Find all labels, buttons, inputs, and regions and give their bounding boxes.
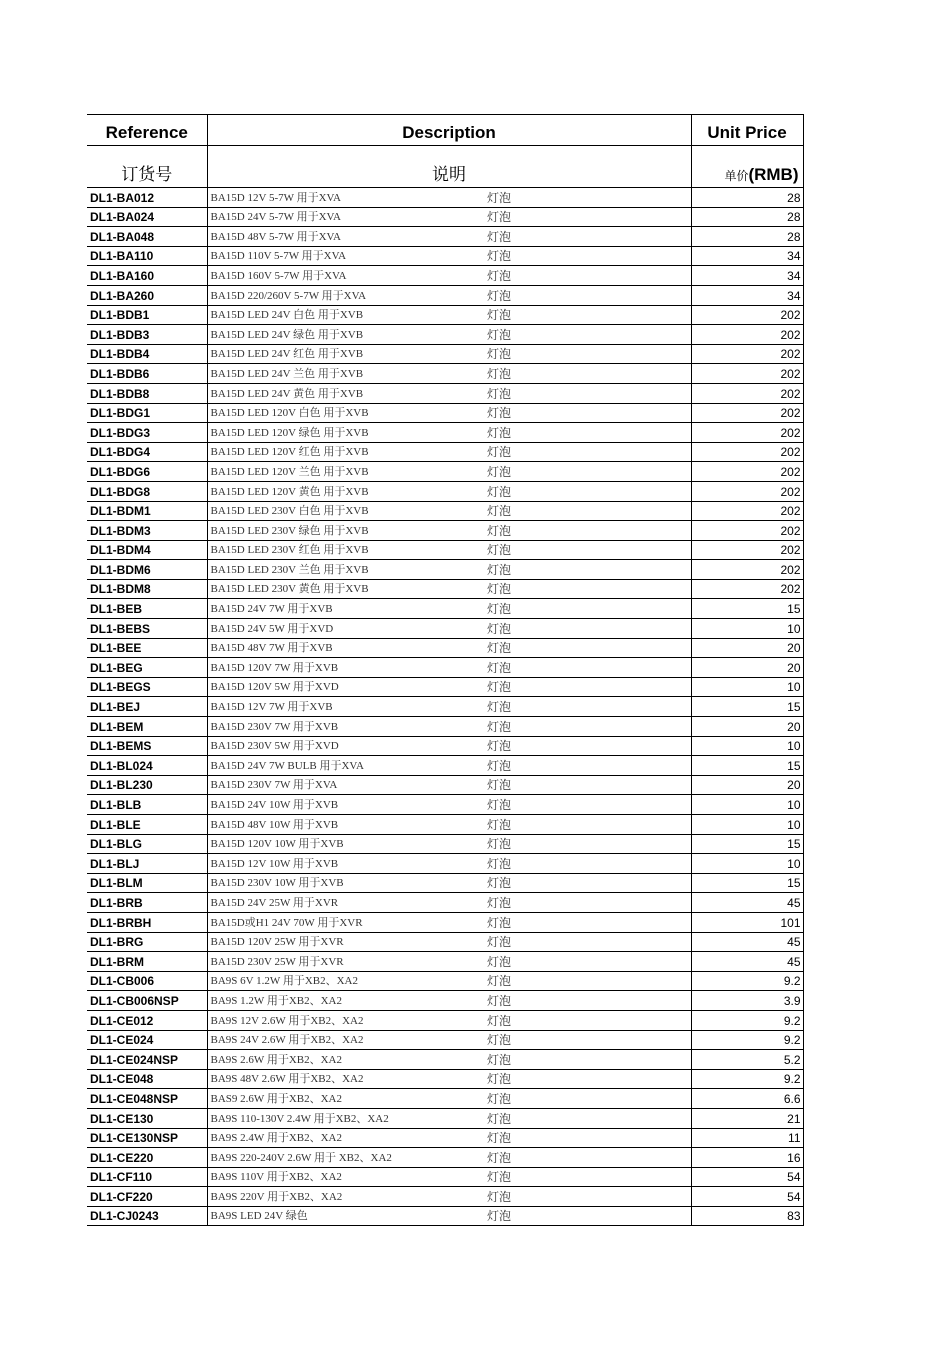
reference-cell: DL1-BA024	[87, 207, 207, 227]
reference-cell: DL1-BDM8	[87, 579, 207, 599]
description-cell: BA9S 220V 用于XB2、XA2	[207, 1187, 486, 1207]
reference-cell: DL1-BEB	[87, 599, 207, 619]
price-cell: 202	[691, 462, 803, 482]
table-row	[87, 344, 803, 364]
header-unit-price-cn	[691, 146, 803, 188]
reference-cell: DL1-BEBS	[87, 619, 207, 639]
description-cell: BA15D 160V 5-7W 用于XVA	[207, 266, 486, 286]
reference-cell: DL1-BRBH	[87, 912, 207, 932]
type-cell: 灯泡	[486, 1187, 691, 1207]
type-cell: 灯泡	[486, 952, 691, 972]
type-cell: 灯泡	[486, 344, 691, 364]
table-row	[87, 383, 803, 403]
description-cell: BA15D 24V 5W 用于XVD	[207, 619, 486, 639]
type-cell: 灯泡	[486, 442, 691, 462]
table-row	[87, 619, 803, 639]
reference-cell: DL1-BDG6	[87, 462, 207, 482]
type-cell: 灯泡	[486, 991, 691, 1011]
price-cell: 202	[691, 364, 803, 384]
type-cell: 灯泡	[486, 521, 691, 541]
description-cell: BA15D 48V 10W 用于XVB	[207, 815, 486, 835]
price-cell: 9.2	[691, 1030, 803, 1050]
reference-cell: DL1-BDG4	[87, 442, 207, 462]
type-cell: 灯泡	[486, 266, 691, 286]
type-cell: 灯泡	[486, 854, 691, 874]
reference-cell: DL1-CE130NSP	[87, 1128, 207, 1148]
price-cell: 202	[691, 540, 803, 560]
type-cell: 灯泡	[486, 481, 691, 501]
type-cell: 灯泡	[486, 1108, 691, 1128]
reference-cell: DL1-BDB6	[87, 364, 207, 384]
type-cell: 灯泡	[486, 579, 691, 599]
price-cell: 45	[691, 932, 803, 952]
header-row-english	[87, 115, 803, 146]
description-cell: BA9S 2.6W 用于XB2、XA2	[207, 1050, 486, 1070]
description-cell: BA9S 1.2W 用于XB2、XA2	[207, 991, 486, 1011]
table-row	[87, 285, 803, 305]
description-cell: BA15D 230V 5W 用于XVD	[207, 736, 486, 756]
table-row	[87, 834, 803, 854]
table-row	[87, 815, 803, 835]
description-cell: BA15D 230V 7W 用于XVB	[207, 717, 486, 737]
reference-cell: DL1-BRB	[87, 893, 207, 913]
type-cell: 灯泡	[486, 383, 691, 403]
reference-cell: DL1-BA048	[87, 227, 207, 247]
price-cell: 101	[691, 912, 803, 932]
table-row	[87, 1148, 803, 1168]
description-cell: BA15D LED 230V 红色 用于XVB	[207, 540, 486, 560]
reference-cell: DL1-CF220	[87, 1187, 207, 1207]
description-cell: BAS9 2.6W 用于XB2、XA2	[207, 1089, 486, 1109]
table-row	[87, 971, 803, 991]
price-cell: 202	[691, 560, 803, 580]
reference-cell: DL1-BDM4	[87, 540, 207, 560]
reference-cell: DL1-BLG	[87, 834, 207, 854]
price-cell: 9.2	[691, 1069, 803, 1089]
reference-cell: DL1-BLM	[87, 873, 207, 893]
table-row	[87, 756, 803, 776]
description-cell: BA15D LED 230V 兰色 用于XVB	[207, 560, 486, 580]
type-cell: 灯泡	[486, 560, 691, 580]
price-list-table	[87, 114, 804, 1226]
table-row	[87, 540, 803, 560]
description-cell: BA15D 24V 7W BULB 用于XVA	[207, 756, 486, 776]
table-row	[87, 246, 803, 266]
type-cell: 灯泡	[486, 188, 691, 208]
price-cell: 10	[691, 619, 803, 639]
table-row	[87, 854, 803, 874]
table-row	[87, 1010, 803, 1030]
description-cell: BA9S 220-240V 2.6W 用于 XB2、XA2	[207, 1148, 486, 1168]
price-cell: 202	[691, 521, 803, 541]
table-row	[87, 403, 803, 423]
type-cell: 灯泡	[486, 775, 691, 795]
price-cell: 10	[691, 854, 803, 874]
type-cell: 灯泡	[486, 1167, 691, 1187]
type-cell: 灯泡	[486, 501, 691, 521]
description-cell: BA15D 48V 5-7W 用于XVA	[207, 227, 486, 247]
description-cell: BA15D 48V 7W 用于XVB	[207, 638, 486, 658]
header-unit-price: Unit Price	[691, 115, 803, 146]
description-cell: BA15D 12V 5-7W 用于XVA	[207, 188, 486, 208]
type-cell: 灯泡	[486, 1089, 691, 1109]
table-row	[87, 1069, 803, 1089]
price-cell: 83	[691, 1206, 803, 1226]
price-cell: 45	[691, 952, 803, 972]
price-cell: 202	[691, 325, 803, 345]
description-cell: BA9S 2.4W 用于XB2、XA2	[207, 1128, 486, 1148]
description-cell: BA15D LED 24V 黄色 用于XVB	[207, 383, 486, 403]
reference-cell: DL1-CE024	[87, 1030, 207, 1050]
table-header	[87, 115, 803, 188]
description-cell: BA15D 120V 10W 用于XVB	[207, 834, 486, 854]
reference-cell: DL1-BDG8	[87, 481, 207, 501]
table-row	[87, 1187, 803, 1207]
price-cell: 9.2	[691, 971, 803, 991]
description-cell: BA15D LED 230V 白色 用于XVB	[207, 501, 486, 521]
reference-cell: DL1-CB006	[87, 971, 207, 991]
price-cell: 28	[691, 227, 803, 247]
price-cell: 202	[691, 383, 803, 403]
price-cell: 34	[691, 246, 803, 266]
type-cell: 灯泡	[486, 815, 691, 835]
price-cell: 9.2	[691, 1010, 803, 1030]
type-cell: 灯泡	[486, 227, 691, 247]
description-cell: BA15D 24V 10W 用于XVB	[207, 795, 486, 815]
reference-cell: DL1-BL230	[87, 775, 207, 795]
table-row	[87, 991, 803, 1011]
type-cell: 灯泡	[486, 912, 691, 932]
type-cell: 灯泡	[486, 1030, 691, 1050]
description-cell: BA15D LED 120V 黄色 用于XVB	[207, 481, 486, 501]
description-cell: BA15D LED 24V 绿色 用于XVB	[207, 325, 486, 345]
reference-cell: DL1-BRM	[87, 952, 207, 972]
reference-cell: DL1-BEJ	[87, 697, 207, 717]
reference-cell: DL1-BEMS	[87, 736, 207, 756]
description-cell: BA15D LED 230V 黄色 用于XVB	[207, 579, 486, 599]
price-cell: 202	[691, 305, 803, 325]
table-row	[87, 599, 803, 619]
price-cell: 21	[691, 1108, 803, 1128]
reference-cell: DL1-CE048NSP	[87, 1089, 207, 1109]
price-cell: 202	[691, 403, 803, 423]
price-cell: 10	[691, 815, 803, 835]
description-cell: BA9S 12V 2.6W 用于XB2、XA2	[207, 1010, 486, 1030]
type-cell: 灯泡	[486, 932, 691, 952]
price-cell: 20	[691, 717, 803, 737]
description-cell: BA15D LED 120V 白色 用于XVB	[207, 403, 486, 423]
table-row	[87, 638, 803, 658]
type-cell: 灯泡	[486, 1148, 691, 1168]
table-row	[87, 912, 803, 932]
table-row	[87, 1089, 803, 1109]
header-description-cn: 说明	[207, 146, 691, 188]
reference-cell: DL1-BEG	[87, 658, 207, 678]
price-cell: 10	[691, 736, 803, 756]
type-cell: 灯泡	[486, 403, 691, 423]
table-row	[87, 442, 803, 462]
table-row	[87, 1128, 803, 1148]
header-description: Description	[207, 115, 691, 146]
description-cell: BA15D 110V 5-7W 用于XVA	[207, 246, 486, 266]
reference-cell: DL1-BA160	[87, 266, 207, 286]
table-row	[87, 521, 803, 541]
table-row	[87, 560, 803, 580]
description-cell: BA15D 24V 5-7W 用于XVA	[207, 207, 486, 227]
description-cell: BA15D 24V 25W 用于XVR	[207, 893, 486, 913]
type-cell: 灯泡	[486, 677, 691, 697]
price-cell: 202	[691, 442, 803, 462]
table-row	[87, 795, 803, 815]
reference-cell: DL1-BDB1	[87, 305, 207, 325]
type-cell: 灯泡	[486, 795, 691, 815]
type-cell: 灯泡	[486, 246, 691, 266]
header-reference: Reference	[87, 115, 207, 146]
description-cell: BA15D LED 24V 白色 用于XVB	[207, 305, 486, 325]
reference-cell: DL1-CE220	[87, 1148, 207, 1168]
price-cell: 15	[691, 756, 803, 776]
header-reference-cn: 订货号	[87, 146, 207, 188]
reference-cell: DL1-CB006NSP	[87, 991, 207, 1011]
type-cell: 灯泡	[486, 717, 691, 737]
description-cell: BA15D LED 120V 红色 用于XVB	[207, 442, 486, 462]
price-cell: 11	[691, 1128, 803, 1148]
table-row	[87, 736, 803, 756]
reference-cell: DL1-BLJ	[87, 854, 207, 874]
price-cell: 15	[691, 873, 803, 893]
description-cell: BA15D 220/260V 5-7W 用于XVA	[207, 285, 486, 305]
reference-cell: DL1-BDB8	[87, 383, 207, 403]
reference-cell: DL1-BEE	[87, 638, 207, 658]
table-row	[87, 207, 803, 227]
description-cell: BA15D 120V 7W 用于XVB	[207, 658, 486, 678]
description-cell: BA9S 48V 2.6W 用于XB2、XA2	[207, 1069, 486, 1089]
price-cell: 202	[691, 481, 803, 501]
description-cell: BA15D 230V 7W 用于XVA	[207, 775, 486, 795]
type-cell: 灯泡	[486, 540, 691, 560]
price-cell: 202	[691, 501, 803, 521]
price-cell: 15	[691, 697, 803, 717]
reference-cell: DL1-BDM6	[87, 560, 207, 580]
type-cell: 灯泡	[486, 207, 691, 227]
table-row	[87, 579, 803, 599]
description-cell: BA9S 24V 2.6W 用于XB2、XA2	[207, 1030, 486, 1050]
type-cell: 灯泡	[486, 1010, 691, 1030]
description-cell: BA9S 110V 用于XB2、XA2	[207, 1167, 486, 1187]
price-cell: 202	[691, 579, 803, 599]
description-cell: BA15D LED 120V 兰色 用于XVB	[207, 462, 486, 482]
type-cell: 灯泡	[486, 1050, 691, 1070]
price-cell: 34	[691, 285, 803, 305]
description-cell: BA15D LED 24V 红色 用于XVB	[207, 344, 486, 364]
table-row	[87, 893, 803, 913]
type-cell: 灯泡	[486, 1069, 691, 1089]
price-cell: 202	[691, 344, 803, 364]
table-row	[87, 227, 803, 247]
type-cell: 灯泡	[486, 325, 691, 345]
type-cell: 灯泡	[486, 619, 691, 639]
table-row	[87, 481, 803, 501]
table-row	[87, 1167, 803, 1187]
price-cell: 15	[691, 599, 803, 619]
reference-cell: DL1-BDM3	[87, 521, 207, 541]
reference-cell: DL1-BEGS	[87, 677, 207, 697]
reference-cell: DL1-BLB	[87, 795, 207, 815]
reference-cell: DL1-CJ0243	[87, 1206, 207, 1226]
price-cell: 10	[691, 795, 803, 815]
header-currency: (RMB)	[748, 165, 799, 184]
description-cell: BA15D 230V 25W 用于XVR	[207, 952, 486, 972]
type-cell: 灯泡	[486, 638, 691, 658]
description-cell: BA15D或H1 24V 70W 用于XVR	[207, 912, 486, 932]
price-cell: 16	[691, 1148, 803, 1168]
description-cell: BA15D 24V 7W 用于XVB	[207, 599, 486, 619]
reference-cell: DL1-CE130	[87, 1108, 207, 1128]
price-cell: 6.6	[691, 1089, 803, 1109]
table-row	[87, 1030, 803, 1050]
price-cell: 15	[691, 834, 803, 854]
type-cell: 灯泡	[486, 305, 691, 325]
table-body	[87, 188, 803, 1226]
reference-cell: DL1-BLE	[87, 815, 207, 835]
description-cell: BA9S 110-130V 2.4W 用于XB2、XA2	[207, 1108, 486, 1128]
description-cell: BA9S LED 24V 绿色	[207, 1206, 486, 1226]
table-row	[87, 423, 803, 443]
reference-cell: DL1-BL024	[87, 756, 207, 776]
price-cell: 34	[691, 266, 803, 286]
reference-cell: DL1-BDB4	[87, 344, 207, 364]
type-cell: 灯泡	[486, 873, 691, 893]
type-cell: 灯泡	[486, 658, 691, 678]
price-cell: 28	[691, 188, 803, 208]
type-cell: 灯泡	[486, 423, 691, 443]
table-row	[87, 325, 803, 345]
reference-cell: DL1-BEM	[87, 717, 207, 737]
price-cell: 5.2	[691, 1050, 803, 1070]
reference-cell: DL1-BA110	[87, 246, 207, 266]
header-row-chinese	[87, 146, 803, 188]
type-cell: 灯泡	[486, 364, 691, 384]
description-cell: BA15D 120V 25W 用于XVR	[207, 932, 486, 952]
table-row	[87, 1206, 803, 1226]
table-row	[87, 188, 803, 208]
reference-cell: DL1-CE012	[87, 1010, 207, 1030]
price-cell: 20	[691, 775, 803, 795]
type-cell: 灯泡	[486, 834, 691, 854]
description-cell: BA15D 120V 5W 用于XVD	[207, 677, 486, 697]
table-row	[87, 775, 803, 795]
table-row	[87, 266, 803, 286]
type-cell: 灯泡	[486, 756, 691, 776]
reference-cell: DL1-BDB3	[87, 325, 207, 345]
description-cell: BA15D LED 24V 兰色 用于XVB	[207, 364, 486, 384]
price-cell: 3.9	[691, 991, 803, 1011]
reference-cell: DL1-CF110	[87, 1167, 207, 1187]
price-cell: 45	[691, 893, 803, 913]
description-cell: BA15D LED 120V 绿色 用于XVB	[207, 423, 486, 443]
reference-cell: DL1-BDG3	[87, 423, 207, 443]
reference-cell: DL1-CE024NSP	[87, 1050, 207, 1070]
description-cell: BA15D LED 230V 绿色 用于XVB	[207, 521, 486, 541]
type-cell: 灯泡	[486, 1206, 691, 1226]
type-cell: 灯泡	[486, 462, 691, 482]
price-cell: 20	[691, 638, 803, 658]
table-row	[87, 462, 803, 482]
type-cell: 灯泡	[486, 697, 691, 717]
table-row	[87, 501, 803, 521]
price-cell: 54	[691, 1167, 803, 1187]
price-cell: 10	[691, 677, 803, 697]
reference-cell: DL1-BA260	[87, 285, 207, 305]
price-cell: 20	[691, 658, 803, 678]
table-row	[87, 952, 803, 972]
reference-cell: DL1-BRG	[87, 932, 207, 952]
type-cell: 灯泡	[486, 893, 691, 913]
type-cell: 灯泡	[486, 1128, 691, 1148]
type-cell: 灯泡	[486, 599, 691, 619]
description-cell: BA9S 6V 1.2W 用于XB2、XA2	[207, 971, 486, 991]
description-cell: BA15D 12V 10W 用于XVB	[207, 854, 486, 874]
type-cell: 灯泡	[486, 971, 691, 991]
type-cell: 灯泡	[486, 736, 691, 756]
header-unit-price-cn-label: 单价	[724, 169, 749, 183]
table-row	[87, 873, 803, 893]
table-row	[87, 932, 803, 952]
price-cell: 54	[691, 1187, 803, 1207]
price-cell: 28	[691, 207, 803, 227]
reference-cell: DL1-BDG1	[87, 403, 207, 423]
table-row	[87, 1108, 803, 1128]
table-row	[87, 305, 803, 325]
price-cell: 202	[691, 423, 803, 443]
price-list-sheet	[87, 114, 803, 1226]
description-cell: BA15D 230V 10W 用于XVB	[207, 873, 486, 893]
description-cell: BA15D 12V 7W 用于XVB	[207, 697, 486, 717]
reference-cell: DL1-BDM1	[87, 501, 207, 521]
table-row	[87, 717, 803, 737]
reference-cell: DL1-CE048	[87, 1069, 207, 1089]
reference-cell: DL1-BA012	[87, 188, 207, 208]
table-row	[87, 677, 803, 697]
table-row	[87, 697, 803, 717]
table-row	[87, 1050, 803, 1070]
type-cell: 灯泡	[486, 285, 691, 305]
table-row	[87, 658, 803, 678]
table-row	[87, 364, 803, 384]
